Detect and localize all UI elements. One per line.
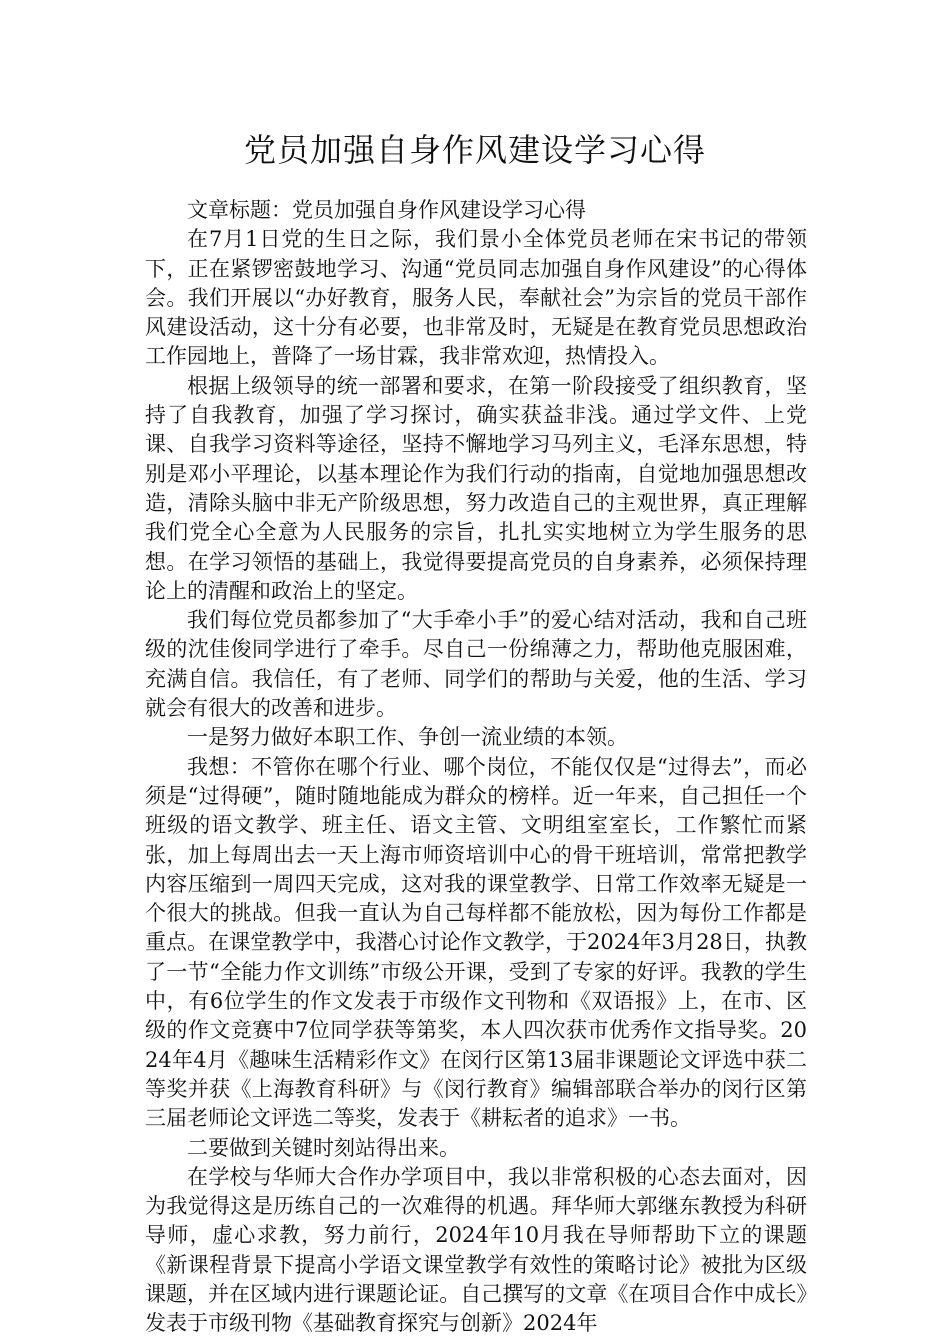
paragraph: 在学校与华师大合作办学项目中，我以非常积极的心态去面对，因为我觉得这是历练自己的一次难得的机遇。拜华师大郭继东教授为科研导师，虚心求教，努力前行，2024年10月我在导师帮助下立的课题《新课程背景下提高小学语文课堂教学有效性的策略讨论》被批为区级课题，并在区域内进行课题论证。自己撰写的文章《在项目合作中成长》发表于市级刊物《基础教育探究与创新》2024年 bbox=[145, 1164, 807, 1336]
section-heading: 二要做到关键时刻站得出来。 bbox=[187, 1135, 460, 1160]
document-body bbox=[145, 196, 807, 1339]
article-title-line: 文章标题：党员加强自身作风建设学习心得 bbox=[187, 198, 586, 222]
paragraph: 在7月1日党的生日之际，我们景小全体党员老师在宋书记的带领下，正在紧锣密鼓地学习、沟通“党员同志加强自身作风建设”的心得体会。我们开展以“办好教育，服务人民，奉献社会”为宗旨的党员干部作风建设活动，这十分有必要，也非常及时，无疑是在教育党员思想政治工作园地上，普降了一场甘霖，我非常欢迎，热情投入。 bbox=[145, 227, 807, 369]
paragraph: 我们每位党员都参加了“大手牵小手”的爱心结对活动，我和自己班级的沈佳俊同学进行了牵手。尽自己一份绵薄之力，帮助他克服困难，充满自信。我信任，有了老师、同学们的帮助与关爱，他的生活、学习就会有很大的改善和进步。 bbox=[145, 608, 807, 721]
document-title: 党员加强自身作风建设学习心得 bbox=[243, 131, 706, 169]
section-heading: 一是努力做好本职工作、争创一流业绩的本领。 bbox=[187, 725, 628, 750]
paragraph: 根据上级领导的统一部署和要求，在第一阶段接受了组织教育，坚持了自我教育，加强了学习探讨，确实获益非浅。通过学文件、上党课、自我学习资料等途径，坚持不懈地学习马列主义，毛泽东思想，特别是邓小平理论，以基本理论作为我们行动的指南，自觉地加强思想改造，清除头脑中非无产阶级思想，努力改造自己的主观世界，真正理解我们党全心全意为人民服务的宗旨，扎扎实实地树立为学生服务的思想。在学习领悟的基础上，我觉得要提高党员的自身素养，必须保持理论上的清醒和政治上的坚定。 bbox=[145, 373, 807, 603]
paragraph: 我想：不管你在哪个行业、哪个岗位，不能仅仅是“过得去”，而必须是“过得硬”，随时随地能成为群众的榜样。近一年来，自己担任一个班级的语文教学、班主任、语文主管、文明组室室长，工作繁忙而紧张，加上每周出去一天上海市师资培训中心的骨干班培训，常常把教学内容压缩到一周四天完成，这对我的课堂教学、日常工作效率无疑是一个很大的挑战。但我一直认为自己每样都不能放松，因为每份工作都是重点。在课堂教学中，我潜心讨论作文教学，于2024年3月28日，执教了一节“全能力作文训练”市级公开课，受到了专家的好评。我教的学生中，有6位学生的作文发表于市级作文刊物和《双语报》上，在市、区级的作文竞赛中7位同学获等第奖，本人四次获市优秀作文指导奖。2024年4月《趣味生活精彩作文》在闵行区第13届非课题论文评选中获二等奖并获《上海教育科研》与《闵行教育》编辑部联合举办的闵行区第三届老师论文评选二等奖，发表于《耕耘者的追求》一书。 bbox=[145, 754, 807, 1131]
